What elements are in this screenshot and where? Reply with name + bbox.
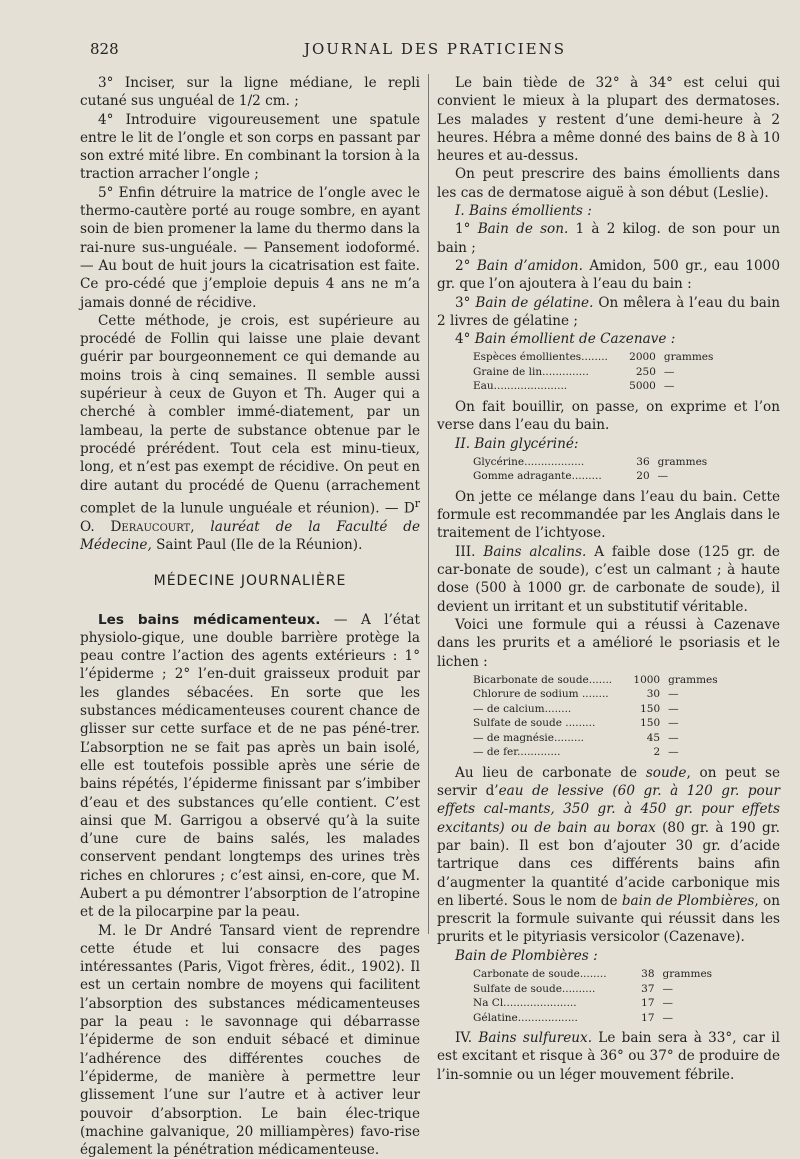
paragraph: 5° Enfin détruire la matrice de l’ongle avec le thermo-cautère porté au rouge sombre, en ayant soin de bien promener la lame du thermo dans la rai-nure sus-unguéale. — Pansement iodoformé. — Au bout de huit jours la cicatrisation est faite. Ce pro-cédé que j’emploie depuis 4 ans ne m’a jamais donné de récidive. <box>80 184 420 311</box>
recipe-unit: grammes <box>662 968 713 981</box>
recipe-quantity: 150 <box>640 702 661 715</box>
recipe-table <box>473 673 722 760</box>
recipe-unit: grammes <box>668 673 718 686</box>
recipe-ingredient: Sulfate de soude.......... <box>473 982 596 995</box>
recipe-row <box>473 673 722 688</box>
page-header <box>90 40 780 62</box>
recipe-ingredient: — de magnésie......... <box>473 731 585 744</box>
recipe-quantity: 17 <box>641 997 655 1010</box>
paragraph: On fait bouillir, on passe, on exprime et l’on verse dans l’eau du bain. <box>437 398 780 434</box>
recipe-ingredient: — de calcium........ <box>473 702 572 715</box>
recipe-row <box>473 745 722 760</box>
right-column <box>437 74 780 1084</box>
recipe-row <box>473 379 717 394</box>
recipe-unit: — <box>662 997 674 1010</box>
left-column <box>80 74 420 1159</box>
recipe-unit: — <box>657 470 669 483</box>
recipe-ingredient: Bicarbonate de soude....... <box>473 673 613 686</box>
recipe-unit: — <box>668 746 679 759</box>
recipe-ingredient: Gomme adragante......... <box>473 470 602 483</box>
recipe-unit: — <box>662 1011 674 1024</box>
recipe-row <box>473 1011 716 1026</box>
recipe-table <box>473 455 711 484</box>
recipe-ingredient: Eau...................... <box>473 380 568 393</box>
recipe-quantity: 36 <box>636 455 650 468</box>
recipe-ingredient: Gélatine.................. <box>473 1011 578 1024</box>
recipe-row <box>473 365 717 380</box>
recipe-table <box>473 350 717 394</box>
column-divider <box>428 74 429 934</box>
recipe-unit: grammes <box>657 455 708 468</box>
recipe-quantity: 1000 <box>633 673 661 686</box>
subheading: I. Bains émollients : <box>455 203 592 220</box>
recipe-ingredient: Glycérine.................. <box>473 455 585 468</box>
recipe-quantity: 2000 <box>629 351 656 364</box>
recipe-row <box>473 702 722 717</box>
paragraph: M. le Dr André Tansard vient de reprendre cette étude et lui consacre des pages intéressantes (Paris, Vigot frères, édit., 1902). Il est un certain nombre de moyens qui facilitent l’absorption des substances médicamenteuses par la peau : le savonnage qui débarrasse l’épiderme de son enduit sébacé et diminue l’adhérence des différentes couches de l’épiderme, de manière à permettre leur glissement l’une sur l’autre et à activer leur pouvoir d’absorption. Le bain élec-trique (machine galvanique, 20 milliampères) favo-rise également la pénétration médicamenteuse. <box>80 922 420 1159</box>
recipe-quantity: 2 <box>653 746 661 759</box>
recipe-unit: — <box>662 982 674 995</box>
author-name: O. Deraucourt, <box>80 518 195 535</box>
recipe-row <box>473 350 717 365</box>
recipe-quantity: 38 <box>641 968 655 981</box>
recipe-unit: — <box>668 702 679 715</box>
paragraph: Les bains médicamenteux. — A l’état physiolo-gique, une double barrière protège la peau contre l’action des agents extérieurs : 1° l’épiderme ; 2° l’en-duit graisseux produit par les glandes sébacées. En sorte que les substances médicamenteuses courent chance de glisser sur cette surface et de ne pas péné-trer. L’absorption ne se fait pas après un bain isolé, elle est toutefois possible après une série de bains répétés, l’épiderme finissant par s’imbiber d’eau et des substances qu’elle contient. C’est ainsi que M. Garrigou a observé qu’à la suite d’une cure de bains salés, les malades conservent pendant longtemps des urines très riches en chlorures ; c’est ainsi, en-core, que M. Aubert a pu démontrer l’absorption de l’atropine et de la pilocarpine par la peau. <box>80 611 420 921</box>
paragraph: Voici une formule qui a réussi à Cazenave dans les prurits et a amélioré le psoriasis et le lichen : <box>437 616 780 670</box>
paragraph: Cette méthode, je crois, est supérieure au procédé de Follin qui laisse une plaie devant guérir par bourgeonnement ce qui demande au moins trois à cinq semaines. Il semble aussi supérieur à ceux de Guyon et Th. Auger qui a cherché à combler immé-diatement, par un lambeau, la perte de substance obtenue par le procédé prérédent. Tout cela est minu-tieux, long, et n’est pas exempt de récidive. On peut en dire autant du procédé de Quenu (arrachement complet de la lunule unguéale et réunion). — $D^r$ O. Deraucourt, lauréat de la Faculté de Médecine, Saint Paul (Ile de la Réunion). <box>80 312 420 553</box>
recipe-row <box>473 687 722 702</box>
list-item: 3° Bain de gélatine. On mêlera à l’eau du bain 2 livres de gélatine ; <box>437 294 780 329</box>
article-lead: Les bains médicamenteux. <box>98 611 321 628</box>
recipe-ingredient: Graine de lin.............. <box>473 365 589 378</box>
list-item: 4° Bain émollient de Cazenave : <box>455 331 676 348</box>
recipe-ingredient: — de fer............. <box>473 746 561 759</box>
paragraph: 3° Inciser, sur la ligne médiane, le repli cutané sus unguéal de 1/2 cm. ; <box>80 75 420 110</box>
recipe-quantity: 150 <box>640 717 661 730</box>
recipe-row <box>473 996 716 1011</box>
recipe-unit: — <box>663 380 675 393</box>
recipe-row <box>473 731 722 746</box>
paragraph: On jette ce mélange dans l’eau du bain. Cette formule est recommandée par les Anglais dans le traitement de l’ichtyose. <box>437 488 780 542</box>
recipe-row <box>473 716 722 731</box>
paragraph: III. Bains alcalins. A faible dose (125 gr. de car-bonate de soude), c’est un calmant ; à haute dose (500 à 1000 gr. de carbonate de soude), il devient un irritant et un substitutif véritable. <box>437 543 780 615</box>
list-item: 1° Bain de son. 1 à 2 kilog. de son pour un bain ; <box>437 221 780 256</box>
recipe-ingredient: Espèces émollientes........ <box>473 351 608 364</box>
recipe-quantity: 5000 <box>629 380 656 393</box>
recipe-quantity: 45 <box>646 731 661 744</box>
recipe-ingredient: Na Cl...................... <box>473 997 577 1010</box>
recipe-quantity: 250 <box>635 365 656 378</box>
recipe-quantity: 30 <box>646 688 661 701</box>
journal-title: JOURNAL DES PRATICIENS <box>303 40 567 58</box>
recipe-unit: — <box>668 717 679 730</box>
recipe-unit: — <box>668 731 679 744</box>
recipe-quantity: 20 <box>636 470 650 483</box>
recipe-ingredient: Chlorure de sodium ........ <box>473 688 609 701</box>
recipe-row <box>473 967 716 982</box>
paragraph: 4° Introduire vigoureusement une spatule entre le lit de l’ongle et son corps en passant par son extré mité libre. En combinant la torsion à la traction arracher l’ongle ; <box>80 111 420 183</box>
recipe-quantity: 17 <box>641 1011 655 1024</box>
section-title: MÉDECINE JOURNALIÈRE <box>153 573 347 590</box>
subheading: Bain de Plombières : <box>455 947 598 964</box>
recipe-ingredient: Sulfate de soude ......... <box>473 717 596 730</box>
paragraph: Le bain tiède de 32° à 34° est celui qui convient le mieux à la plupart des dermatoses. Les malades y restent d’une demi-heure à 2 heures. Hébra a même donné des bains de 8 à 10 heures et au-dessus. <box>437 75 780 165</box>
recipe-unit: — <box>663 365 675 378</box>
paragraph: IV. Bains sulfureux. Le bain sera à 33°, car il est excitant et risque à 36° ou 37° de produire de l’in-somnie ou un léger mouvement fébrile. <box>437 1030 780 1083</box>
page-number: 828 <box>90 40 119 58</box>
list-item: 2° Bain d’amidon. Amidon, 500 gr., eau 1000 gr. que l’on ajoutera à l’eau du bain : <box>437 257 780 293</box>
recipe-unit: grammes <box>663 351 714 364</box>
recipe-row <box>473 455 711 470</box>
recipe-unit: — <box>668 688 679 701</box>
paragraph: Au lieu de carbonate de soude, on peut se servir d’eau de lessive (60 gr. à 120 gr. pour effets cal-mants, 350 gr. à 450 gr. pour effets excitants) ou de bain au borax (80 gr. à 190 gr. par bain). Il est bon d’ajouter 30 gr. d’acide tartrique dans ces différents bains afin d’augmenter la quantité d’acide carbonique mis en liberté. Sous le nom de bain de Plombières, on prescrit la formule suivante qui réussit dans les prurits et le pityriasis versicolor (Cazenave). <box>437 764 781 946</box>
recipe-row <box>473 469 711 484</box>
recipe-table <box>473 967 716 1025</box>
recipe-ingredient: Carbonate de soude........ <box>473 968 607 981</box>
subheading: II. Bain glycériné: <box>455 435 579 452</box>
recipe-row <box>473 982 716 997</box>
recipe-quantity: 37 <box>641 982 655 995</box>
paragraph: On peut prescrire des bains émollients dans les cas de dermatose aiguë à son début (Leslie). <box>437 166 780 201</box>
